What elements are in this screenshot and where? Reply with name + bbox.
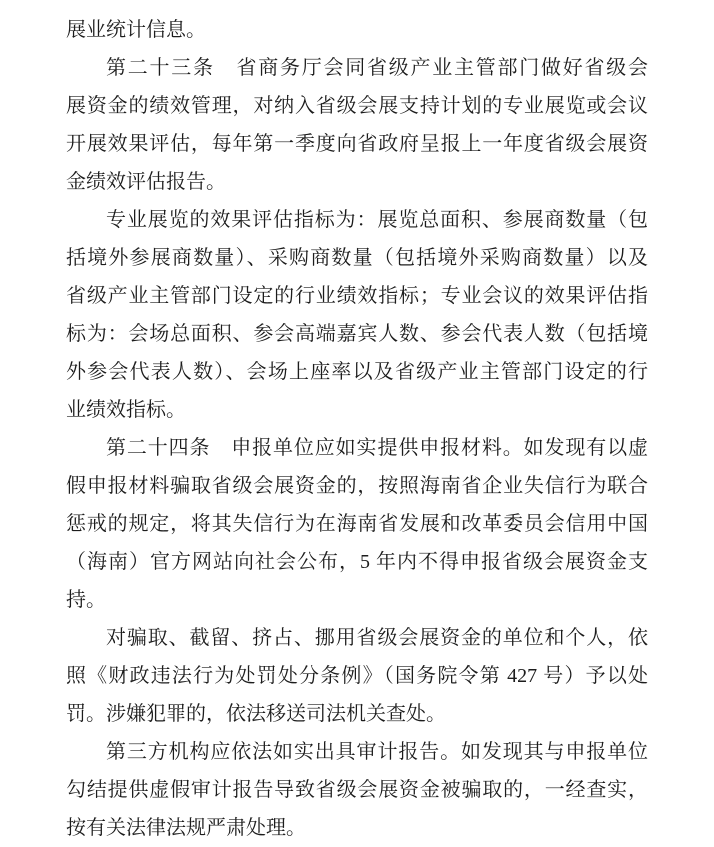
text-line: 罚。涉嫌犯罪的，依法移送司法机关查处。	[66, 703, 446, 725]
text-line: 对骗取、截留、挤占、挪用省级会展资金的单位和个人，依	[106, 627, 648, 649]
text-line: 括境外参展商数量）、采购商数量（包括境外采购商数量）以及	[66, 247, 648, 269]
text-line: 外参会代表人数）、会场上座率以及省级产业主管部门设定的行	[66, 361, 648, 383]
text-line: 展资金的绩效管理，对纳入省级会展支持计划的专业展览或会议	[66, 95, 648, 117]
text-line: 金绩效评估报告。	[66, 171, 226, 193]
text-line: 标为：会场总面积、参会高端嘉宾人数、参会代表人数（包括境	[66, 323, 648, 345]
text-line: 照《财政违法行为处罚处分条例》（国务院令第 427 号）予以处	[66, 665, 648, 687]
text-line: 业绩效指标。	[66, 399, 186, 421]
paragraph	[66, 619, 648, 733]
text-line: 第三方机构应依法如实出具审计报告。如发现其与申报单位	[106, 741, 648, 763]
text-line: 专业展览的效果评估指标为：展览总面积、参展商数量（包	[106, 209, 648, 231]
text-line: 第二十三条 省商务厅会同省级产业主管部门做好省级会	[106, 57, 648, 79]
text-line: 展业统计信息。	[66, 19, 206, 41]
text-line: （海南）官方网站向社会公布，5 年内不得申报省级会展资金支	[66, 551, 648, 573]
text-line: 第二十四条 申报单位应如实提供申报材料。如发现有以虚	[106, 437, 648, 459]
text-line: 省级产业主管部门设定的行业绩效指标；专业会议的效果评估指	[66, 285, 648, 307]
paragraph	[66, 429, 648, 619]
paragraph	[66, 11, 648, 49]
text-line: 按有关法律法规严肃处理。	[66, 817, 306, 839]
paragraph	[66, 733, 648, 847]
paragraph	[66, 201, 648, 429]
text-line: 持。	[66, 589, 106, 611]
text-line: 惩戒的规定，将其失信行为在海南省发展和改革委员会信用中国	[66, 513, 648, 535]
paragraph	[66, 49, 648, 201]
text-line: 假申报材料骗取省级会展资金的，按照海南省企业失信行为联合	[66, 475, 648, 497]
text-line: 勾结提供虚假审计报告导致省级会展资金被骗取的，一经查实，	[66, 779, 648, 801]
text-line: 开展效果评估，每年第一季度向省政府呈报上一年度省级会展资	[66, 133, 648, 155]
